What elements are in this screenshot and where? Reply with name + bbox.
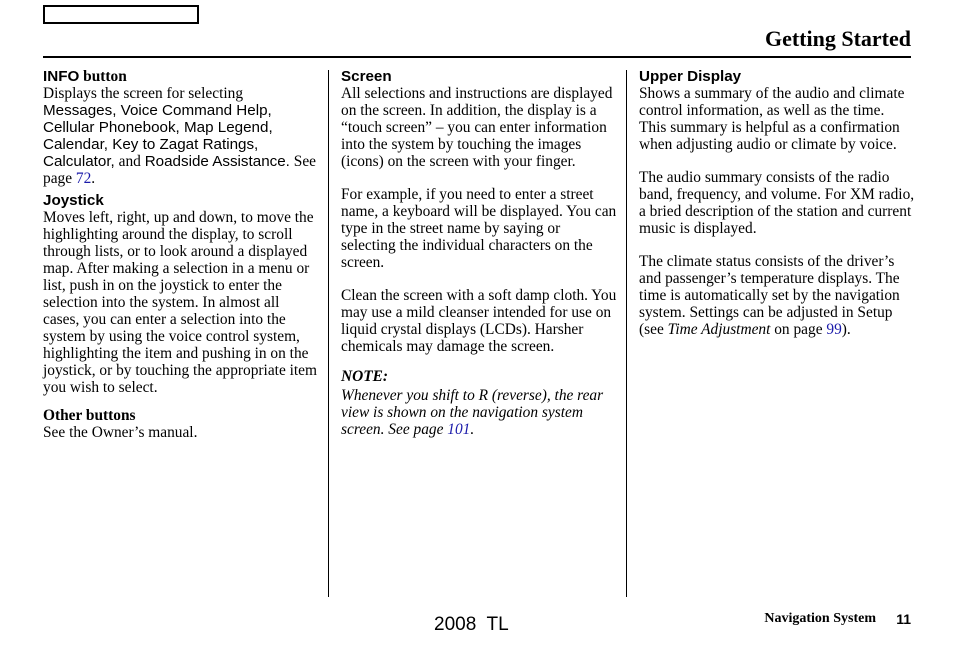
page-number: 11 — [896, 611, 911, 627]
info-page-link[interactable]: 72 — [75, 170, 92, 187]
column-left — [43, 68, 319, 441]
other-buttons-heading: Other buttons — [43, 407, 136, 424]
screen-heading: Screen — [341, 68, 392, 85]
time-adjustment-page-link[interactable]: 99 — [826, 321, 842, 338]
upper-display-heading: Upper Display — [639, 68, 742, 85]
screen-paragraph-3: Clean the screen with a soft damp cloth. You may use a mild cleanser intended for use on liquid crystal displays (LCDs). Harsher chemicals may damage the screen. — [341, 287, 617, 355]
header-box — [43, 5, 199, 24]
joystick-text: Moves left, right, up and down, to move the highlighting around the display, to scroll through lists, or to look around a displayed map. After making a selection in a menu or list, push in on the joystick to enter the selection into the system. In almost all cases, you can enter a selection into the system by using the voice control system, highlighting the item and pushing in on the joystick, or by touching the appropriate item you wish to select. — [43, 209, 317, 396]
upper-display-paragraph-3: The climate status consists of the driver’s and passenger’s temperature displays. The time is automatically set by the navigation system. Settings can be adjusted in Setup (see Time Adjustment on page 99). — [639, 253, 900, 338]
joystick-heading: Joystick — [43, 192, 104, 209]
page-title: Getting Started — [764, 26, 911, 51]
column-divider-1 — [328, 70, 329, 597]
screen-paragraph-1: All selections and instructions are displayed on the screen. In addition, the display is a “touch screen” – you can enter information into the system by touching the images (icons) on the screen with your finger. — [341, 85, 613, 170]
header-rule — [43, 56, 911, 58]
info-description: Displays the screen for selecting Messages, Voice Command Help, Cellular Phonebook, Map Legend, Calendar, Key to Zagat Ratings, Calculator, and Roadside Assistance. See page 72. — [43, 85, 316, 187]
info-heading: INFO button — [43, 68, 127, 85]
column-right — [639, 68, 915, 338]
note-page-link[interactable]: 101 — [447, 421, 471, 438]
column-divider-2 — [626, 70, 627, 597]
screen-paragraph-2: For example, if you need to enter a street name, a keyboard will be displayed. You can type in the street name by saying or selecting the individual characters on the screen. — [341, 186, 617, 271]
upper-display-paragraph-1: Shows a summary of the audio and climate control information, as well as the time. This summary is helpful as a confirmation when adjusting audio or climate by voice. — [639, 85, 905, 153]
column-middle — [341, 68, 617, 438]
footer-section-name: Navigation System — [764, 611, 876, 626]
note-text: Whenever you shift to R (reverse), the rear view is shown on the navigation system screen. See page 101. — [341, 387, 604, 438]
note-label: NOTE: — [341, 368, 389, 385]
upper-display-paragraph-2: The audio summary consists of the radio band, frequency, and volume. For XM radio, a bried description of the station and current music is displayed. — [639, 169, 915, 237]
footer-model: 2008 TL — [434, 614, 509, 635]
other-buttons-text: See the Owner’s manual. — [43, 424, 198, 441]
